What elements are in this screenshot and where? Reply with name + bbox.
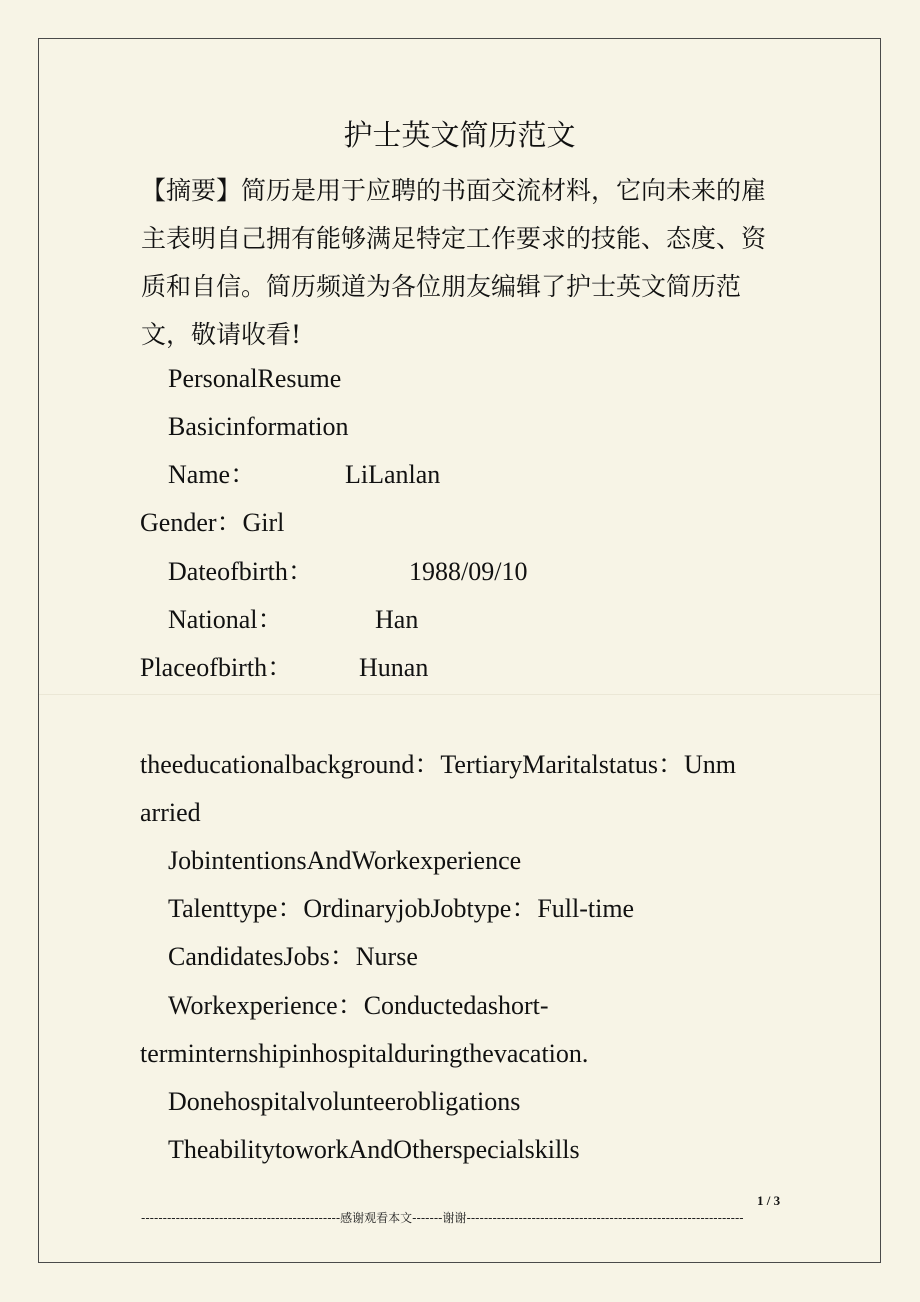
work-experience-line-1: Workexperience：Conductedashort- xyxy=(168,991,549,1020)
education-line-2: arried xyxy=(140,798,201,827)
pob-label: Placeofbirth： xyxy=(140,653,294,682)
national-label: National： xyxy=(168,605,284,634)
dob-label: Dateofbirth： xyxy=(168,557,314,586)
national-value: Han xyxy=(375,605,419,634)
gender-line: Gender：Girl xyxy=(140,508,285,537)
name-value: LiLanlan xyxy=(345,460,441,489)
education-line-1: theeducationalbackground：TertiaryMaritalstatus：Unm xyxy=(140,750,736,779)
talent-type-line: Talenttype：OrdinaryjobJobtype：Full-time xyxy=(168,894,635,923)
name-row xyxy=(168,458,256,492)
pob-value: Hunan xyxy=(359,653,429,682)
work-experience-line-2: terminternshipinhospitalduringthevacation. xyxy=(140,1039,589,1068)
document-title: 护士英文简历范文 xyxy=(343,118,576,152)
ability-heading: TheabilitytoworkAndOtherspecialskills xyxy=(168,1135,580,1164)
job-intentions-heading: JobintentionsAndWorkexperience xyxy=(168,846,522,875)
name-label: Name： xyxy=(168,460,257,489)
candidate-jobs-line: CandidatesJobs：Nurse xyxy=(168,942,418,971)
dob-value: 1988/09/10 xyxy=(409,557,528,586)
footer-note: ----------------------------------------------感谢观看本文-------谢谢---------------------------------------------------------------- xyxy=(141,1211,744,1225)
volunteer-line: Donehospitalvolunteerobligations xyxy=(168,1087,521,1116)
document-page xyxy=(38,38,881,1263)
basic-information-heading: Basicinformation xyxy=(168,412,349,441)
page-section-divider xyxy=(39,694,880,695)
page-number: 1 / 3 xyxy=(757,1193,781,1208)
personal-resume-heading: PersonalResume xyxy=(168,364,342,393)
summary-paragraph: 【摘要】简历是用于应聘的书面交流材料，它向未来的雇主表明自己拥有能够满足特定工作要求的技能、态度、资质和自信。简历频道为各位朋友编辑了护士英文简历范文，敬请收看! xyxy=(141,176,767,349)
